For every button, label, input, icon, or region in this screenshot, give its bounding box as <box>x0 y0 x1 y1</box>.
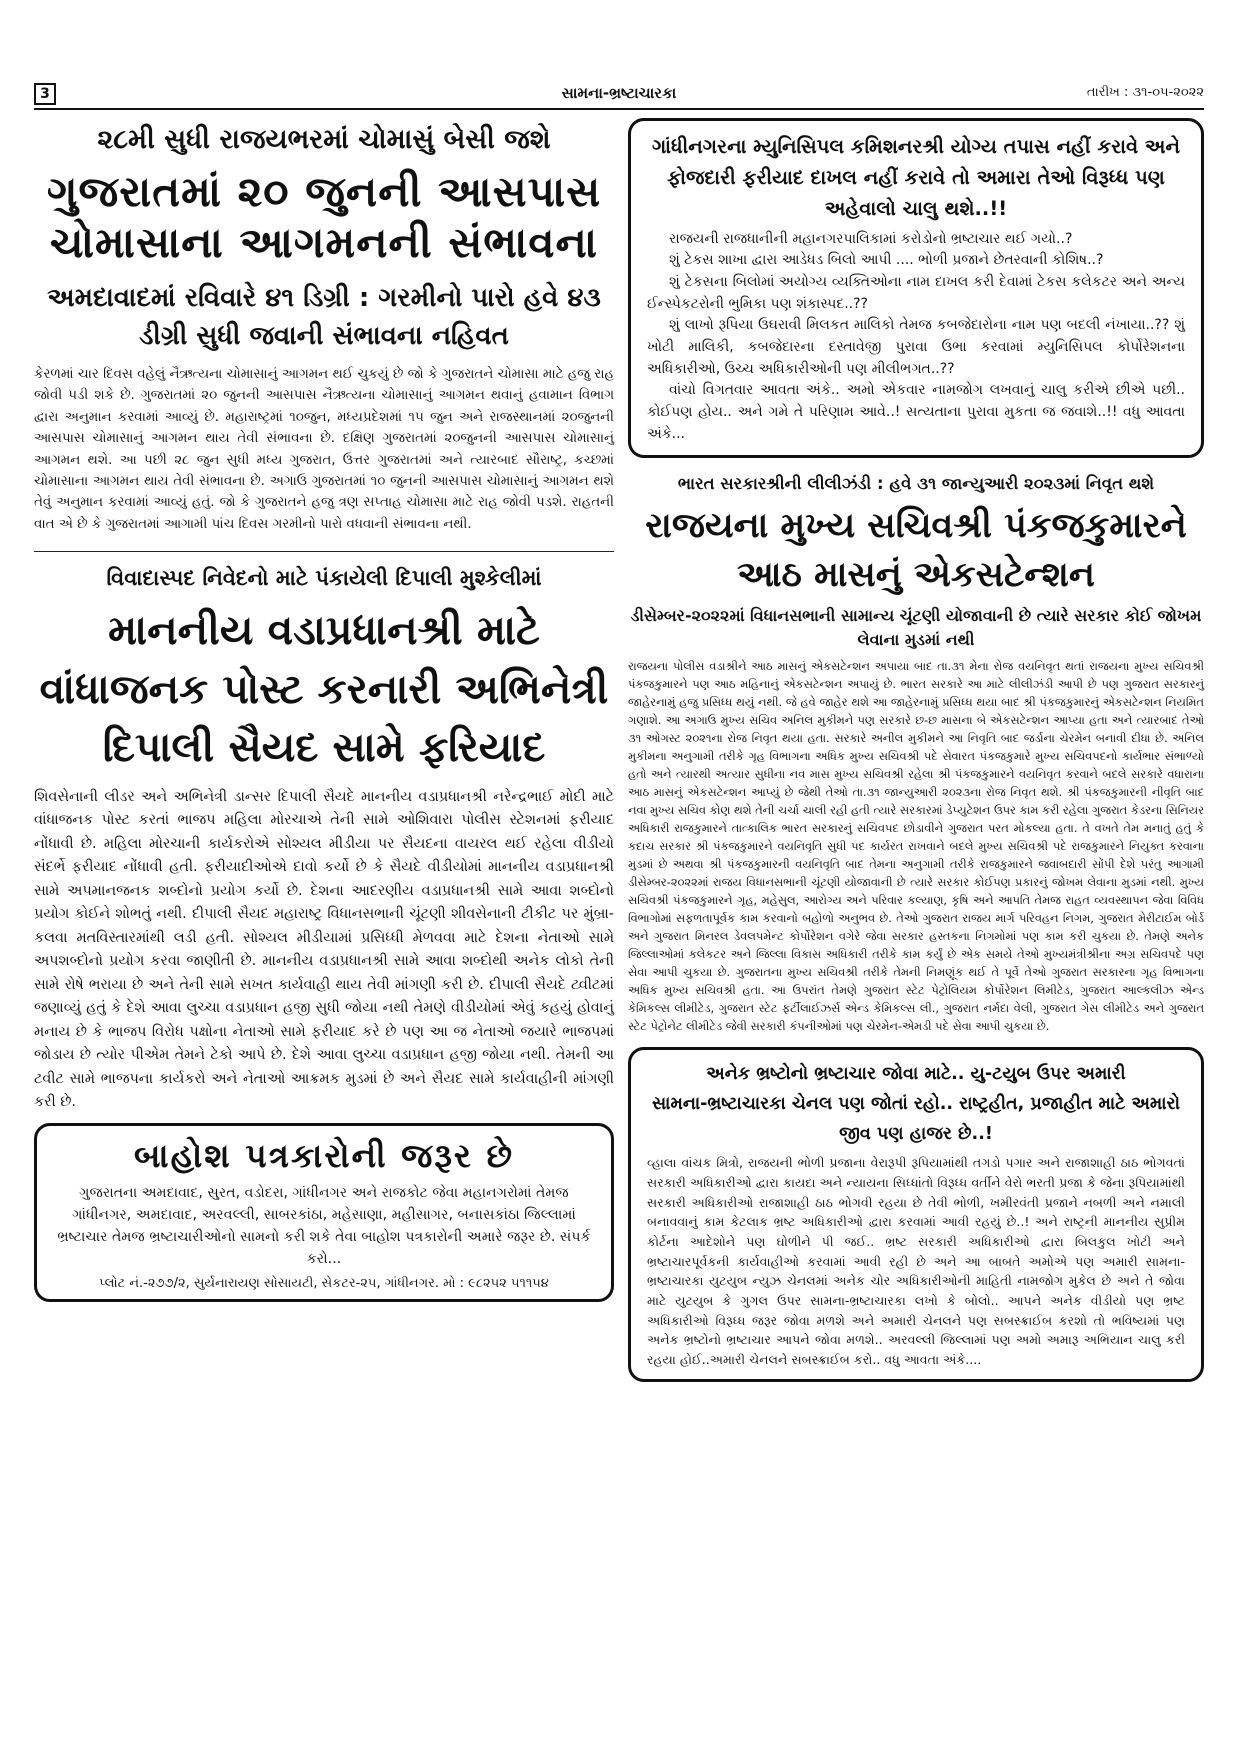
headline-part: અનેક ભ્રષ્ટોનો ભ્રષ્ટાચાર જોવા માટે.. યુ-ટયુબ ઉપર અમારી <box>706 1064 1126 1085</box>
box-paragraph: શું ટેકસ શાખા દ્વારા આડેધડ બિલો આપી .... ભોળી પ્રજાને છેતરવાની કોશિષ..? <box>669 252 1104 269</box>
article-kicker: ભારત સરકારશ્રીની લીલીઝંડી : હવે ૩૧ જાન્યુઆરી ૨૦૨૩માં નિવૃત થશે <box>677 474 1155 494</box>
box-headline <box>647 1060 1185 1149</box>
box-paragraph: રાજયની રાજધાનીની મહાનગરપાલિકામાં કરોડોનો ભ્રષ્ટાચાર થઈ ગયો..? <box>669 230 1073 247</box>
channel-name: સામના-ભ્રષ્ટાચારકા <box>652 1093 786 1114</box>
box-body <box>647 229 1185 446</box>
box-headline: ગાંધીનગરના મ્યુનિસિપલ કમિશનરશ્રી યોગ્ય તપાસ નહીં કરાવે અને ફોજદારી ફરીયાદ દાખલ નહીં કરાવે તો અમારા તેઓ વિરૂધ્ધ પણ અહેવાલો ચાલુ થશે..!! <box>651 135 1181 221</box>
article-body: રાજયના પોલીસ વડાશ્રીને આઠ માસનું એકસટેન્શન અપાયા બાદ તા.૩૧ મેના રોજ વયનિવૃત થતાં રાજયના મુખ્ય સચિવશ્રી પંકજકુમારને પણ આઠ મહિનાનું એકસટેન્શન અપાયું છે. ભારત સરકારે આ માટે લીલીઝંડી આપી છે પણ ગુજરાત સરકારનું જાહેરનામું હજુ પ્રસિધ્ધ થયું નથી. જે હવે જાહેર થશે આ જાહેરનામું પ્રસિધ્ધ થયા બાદ શ્રી પંકજકુમારનું એકસટેન્શન નિયમિત ગણાશે. આ અગાઉ મુખ્ય સચિવ અનિલ મુકીમને પણ સરકારે છ-છ માસના બે એકસટેન્શન આપ્યા હતા અને ત્યારબાદ તેઓ ૩૧ ઓગસ્ટ ૨૦૨૧ના રોજ નિવૃત થયા હતા. સરકારે અનીલ મુકીમને આ નિવૃતિ બાદ જર્ડાના ચેરમેન બનાવી દીધા છે. અનિલ મુકીમના અનુગામી તરીકે ગૃહ વિભાગના અધિક મુખ્ય સચિવશ્રી પદે સેવારત પંકજકુમારે મુખ્ય સચિવપદનો કાર્યભાર સંભાળ્યો હતો અને ત્યારથી અત્યાર સુધીના નવ માસ મુખ્ય સચિવશ્રી રહેલા શ્રી પંકજકુમારને વયનિવૃત કરવાને બદલે સરકારે વધારાના આઠ માસનું એકસટેન્શન આપ્યું છે જેથી તેઓ તા.૩૧ જાન્યુઆરી ૨૦૨૩ના રોજ નિવૃત થશે. શ્રી પંકજકુમારની નીવૃતિ બાદ નવા મુખ્ય સચિવ કોણ થશે તેની ચર્ચા ચાલી રહી હતી ત્યારે સરકારમાં ડેપ્યુટેશન ઉપર કામ કરી રહેલા ગુજરાત કેડરના સિનિયર અધિકારી રાજકુમારને તાત્કાલિક ભારત સરકારનું સચિવપદ છોડાવીને ગુજરાત પરત મોકલ્યા હતા. તે વખતે તેમ મનાતું હતું કે કદાચ સરકાર શ્રી પંકજકુમારને વયનિવૃતિ સુધી પદ કાર્યરત રાખવાને બદલે મુખ્ય સચિવશ્રી પદે રાજકુમારને નિયુક્ત કરવાના મુડમાં છે અથવા શ્રી પંકજકુમારની વયનિવૃતિ બાદ તેમના અનુગામી તરીકે રાજકુમારને જવાબદારી સોંપી દેશે પરંતુ આગામી ડીસેમ્બર-૨૦૨૨માં રાજય વિધાનસભાની ચૂંટણી યોજાવાની છે ત્યારે સરકાર કોઈપણ પ્રકારનું જોખમ લેવાના મુડમાં નથી. મુખ્ય સચિવશ્રી પંકજકુમારને ગૃહ, મહેસુલ, આરોગ્ય અને પરિવાર કલ્યાણ, કૃષિ અને આપતિ તેમજ રાહત વ્યવસ્થાપન જેવા વિવિધ વિભાગોમાં સફળતાપૂર્વક કામ કરવાનો બહોળો અનુભવ છે. તેઓ ગુજરાત રાજય માર્ગ પરિવહન નિગમ, ગુજરાત મેરીટાઈમ બોર્ડ અને ગુજરાત મિનરલ ડેવલપમેન્ટ કોર્પોરેશન વગેરે જેવા સરકાર હસ્તકના નિગમોમાં પણ કામ કરી ચુકયા છે. તેમણે અનેક જિલ્લાઓમાં કલેકટર અને જિલ્લા વિકાસ અધિકારી તરીકે કામ કર્યું છે એક સમયે તેઓ મુખ્યમંત્રીશ્રીના અગ્ર સચિવપદે પણ સેવા આપી ચુકયા છે. ગુજરાતના મુખ્ય સચિવશ્રી તરીકે તેમની નિમણૂંક થઈ તે પૂર્વે તેઓ ગુજરાત સરકારના ગૃહ વિભાગના અધિક મુખ્ય સચિવશ્રી હતા. આ ઉપરાંત તેમણે ગુજરાત સ્ટેટ પેટ્રોલિયમ કોર્પોરેશન લિમીટેડ, ગુજરાત આલ્કલીઝ એન્ડ કેમિકલ્સ લીમીટેડ, ગુજરાત સ્ટેટ ફર્ટીલાઈઝર્સ એન્ડ કેમિકલ્સ લી., ગુજરાત નર્મદા વેલી, ગુજરાત ગેસ લીમીટેડ અને ગુજરાત સ્ટેટ પેટ્રોનેટ લીમીટેડ જેવી સરકારી કંપનીઓમાં પણ ચેરમેન-એમડી પદે સેવા આપી ચુકયા છે. <box>628 658 1204 1034</box>
article-kicker: વિવાદાસ્પદ નિવેદનો માટે પંકાયેલી દિપાલી મુશ્કેલીમાં <box>106 566 542 591</box>
right-column <box>628 118 1204 1382</box>
article-monsoon <box>34 124 614 535</box>
article-headline: ગુજરાતમાં ૨૦ જુનની આસપાસ ચોમાસાના આગમનની સંભાવના <box>46 167 602 268</box>
box-paragraph: શું લાખો રૂપિયા ઉઘરાવી મિલકત માલિકો તેમજ કબજેદારોના નામ પણ બદલી નંખાયા..?? શું ખોટી માલિકી, કબજેદારના દસ્તાવેજી પુરાવા ઉભા કરવામાં મ્યુનિસિપલ કોર્પોરેશનના અધિકારીઓ, ઉચ્ચ અધિકારીઓની પણ મીલીભગત..?? <box>647 317 1185 377</box>
ad-body: ગુજરાતના અમદાવાદ, સુરત, વડોદરા, ગાંધીનગર અને રાજકોટ જેવા મહાનગરોમાં તેમજ ગાંધીનગર, અમદાવાદ, અરવલ્લી, સાબરકાંઠા, મહેસાણા, મહીસાગર, બનાસકાંઠા જિલ્લામાં ભ્રષ્ટાચાર તેમજ ભ્રષ્ટાચારીઓનો સામનો કરી શકે તેવા બાહોશ પત્રકારોની અમારે જરૂર છે. સંપર્ક કરો... <box>57 1184 591 1267</box>
header-divider <box>34 108 1204 110</box>
box-paragraph: વાંચો વિગતવાર આવતા અંકે.. અમો એકવાર નામજોગ લખવાનું ચાલુ કરીએ છીએ પછી.. કોઈપણ હોય.. અને ગમે તે પરિણામ આવે..! સત્યતાના પુરાવા મુકતા જ જવાશે..!! વધુ આવતા અંકે... <box>647 382 1185 442</box>
article-subhead: અમદાવાદમાં રવિવારે ૪૧ ડિગ્રી : ગરમીનો પારો હવે ૪૩ ડીગ્રી સુધી જવાની સંભાવના નહિવત <box>47 283 601 352</box>
article-dipali <box>34 566 614 1114</box>
article-body: શિવસેનાની લીડર અને અભિનેત્રી ડાન્સર દિપાલી સૈયદે માનનીય વડાપ્રધાનશ્રી નરેન્દ્રભાઈ મોદી માટે વાંધાજનક પોસ્ટ કરતાં ભાજપ મહિલા મોરચાએ તેની સામે ઓશિવારા પોલીસ સ્ટેશનમાં ફરીયાદ નોંધાવી છે. મહિલા મોરચાની કાર્યકરોએ સોશ્યલ મીડીયા પર સૈયદના વાયરલ થઈ રહેલા વીડીયો સંદર્ભે ફરીયાદ નોંધાવી હતી. ફરીયાદીઓએ દાવો કર્યો છે કે સૈયદે વીડીયોમાં માનનીય વડાપ્રધાનશ્રી સામે અપમાનજનક શબ્દોનો પ્રયોગ કર્યો છે. દેશના આદરણીય વડાપ્રધાનશ્રી સામે આવા શબ્દોનો પ્રયોગ કોઈને શોભતું નથી. દીપાલી સૈયદ મહારાષ્ટ્ર વિધાનસભાની ચૂંટણી શીવસેનાની ટીકીટ પર મુંબ્રા-કલવા મતવિસ્તારમાંથી લડી હતી. સોશ્યલ મીડીયામાં પ્રસિધ્ધી મેળવવા માટે દેશના નેતાઓ સામે અપશબ્દોનો પ્રયોગ કરવા જાણીતી છે. માનનીય વડાપ્રધાનશ્રી સામે આવા શબ્દોથી અનેક લોકો તેની સામે રોષે ભરાયા છે અને તેની સામે સખત કાર્યવાહી થાય તેવી માંગણી કરી છે. દીપાલી સૈયદે ટ્વીટમાં જણાવ્યું હતું કે દેશે આવા લુચ્ચા વડાપ્રધાન હજી સુધી જોયા નથી તેમણે વીડીયોમાં એવું કહયું હોવાનું મનાય છે કે ભાજપ વિરોધ પક્ષોના નેતાઓ સામે ફરીયાદ કરે છે પણ આ જ નેતાઓ જયારે ભાજપમાં જોડાય છે ત્યોર પીએમ તેમને ટેકો આપે છે. દેશે આવા લુચ્ચા વડાપ્રધાન હજી જોયા નથી. તેમની આ ટવીટ સામે ભાજપના કાર્યકરો અને નેતાઓ આક્રમક મુડમાં છે અને સૈયદ સામે કાર્યવાહીની માંગણી કરી છે. <box>34 789 614 1111</box>
article-kicker: ૨૮મી સુધી રાજયભરમાં ચોમાસું બેસી જશે <box>97 124 551 155</box>
section-divider <box>34 551 614 552</box>
headline-part: ચેનલ પણ જોતાં રહો.. રાષ્ટ્રહીત, પ્રજાહીત માટે અમારો જીવ પણ હાજર છે..! <box>785 1093 1180 1144</box>
journalist-ad-box <box>34 1123 614 1302</box>
youtube-box <box>628 1047 1204 1382</box>
page-number: 3 <box>34 83 56 105</box>
article-subhead: ડીસેમ્બર-૨૦૨૨માં વિધાનસભાની સામાન્ય ચૂંટણી યોજાવાની છે ત્યારે સરકાર કોઈ જોખમ લેવાના મુડમાં નથી <box>630 606 1202 649</box>
article-body: કેરળમાં ચાર દિવસ વહેલું નૈઋત્યના ચોમાસાનું આગમન થઈ ચુકયું છે જો કે ગુજરાતને ચોમાસા માટે હજુ રાહ જોવી પડી શકે છે. ગુજરાતમાં ૨૦ જુનની આસપાસ નૈઋત્યના ચોમાસાનું આગમન થવાનું હવામાન વિભાગ દ્વારા અનુમાન કરવામાં આવ્યું છે. મહારાષ્ટ્રમાં ૧૦જુન, મધ્યપ્રદેશમાં ૧૫ જુન અને રાજસ્થાનમાં ૨૦જુનની આસપાસ ચોમાસાનું આગમન થાય તેવી સંભાવના છે. દક્ષિણ ગુજરાતમાં ૨૦જુનની આસપાસ ચોમાસાનું આગમન થશે. આ પછી ૨૮ જુન સુધી મધ્ય ગુજરાત, ઉત્તર ગુજરાતમાં અને ત્યારબાદ સૌરાષ્ટ્ર, કચ્છમાં ચોમાસાના આગમન થાય તેવી સંભાવના છે. અગાઉ ગુજરાતમાં ૧૦ જુનની આસપાસ ચોમાસાનું આગમન થશે તેવું અનુમાન કરવામાં આવ્યું હતું. જો કે ગુજરાતને હજુ ત્રણ સપ્તાહ ચોમાસા માટે રાહ જોવી પડશે. રાહતની વાત એ છે કે ગુજરાતમાં આગામી પાંચ દિવસ ગરમીનો પારો વધવાની સંભાવના નથી. <box>34 366 614 532</box>
article-extension <box>628 474 1204 1035</box>
commissioner-box <box>628 118 1204 458</box>
box-body: વ્હાલા વાંચક મિત્રો, રાજયની ભોળી પ્રજાના વેરારૂપી રૂપિયામાંથી તગડો પગાર અને રાજાશાહી ઠાઠ ભોગવતાં સરકારી અધિકારીઓ દ્વારા કાયદા અને ન્યાયના સિધ્ધાંતો વિરૂધ્ધ વર્તીને વેરો ભરતી પ્રજા કે જેના રૂપિયામાંથી સરકારી અધિકારીઓ રાજાશાહી ઠાઠ ભોગવી રહયા છે તેવી ભોળી, ખમીરવંતી પ્રજાને નબળી અને નમાલી બનાવવાનું કામ કેટલાક ભ્રષ્ટ અધિકારીઓ દ્વારા કરવામાં આવી રહયું છે..! અને રાષ્ટ્રની માનનીય સુપ્રીમ કોર્ટના આદેશોને પણ ઘોળીને પી જઈ.. ભ્રષ્ટ સરકારી અધિકારીઓ દ્વારા બિલકુલ ખોટી અને ભ્રષ્ટાચારપૂર્વકની કાર્યવાહીઓ કરવામાં આવી રહી છે અને આ બાબતે અમોએ પણ અમારી સામના-ભ્રષ્ટાચારકા યુટયુબ ન્યુઝ ચેનલમાં અનેક ચોર અધિકારીઓની માહિતી નામજોગ મુકેલ છે અને તે જોવા માટે યુટયુબ કે ગુગલ ઉપર સામના-ભ્રષ્ટાચારકા લખો કે બોલો.. આપને અનેક વીડીયો પણ ભ્રષ્ટ અધિકારીઓ વિરૂધ્ધ જરૂર જોવા મળશે અને અમારી ચેનલને પણ સબસ્ક્રાઈબ કરશો તો ભવિષ્યમાં પણ અનેક ભ્રષ્ટોનો ભ્રષ્ટાચાર આપને જોવા મળશે.. અરવલ્લી જિલ્લામાં પણ અમો અમારૂ અભિયાન ચાલુ કરી રહયા હોઈ..અમારી ચેનલને સબસ્ક્રાઈબ કરો.. વધુ આવતા અંકે.... <box>647 1155 1185 1367</box>
ad-title: બાહોશ પત્રકારોની જરૂર છે <box>134 1135 514 1175</box>
publication-date: તારીખ : ૩૧-૦૫-૨૦૨૨ <box>1086 85 1204 100</box>
ad-address: પ્લોટ નં.-૨૭૭/૨, સુર્યનારાયણ સોસાયટી, સેકટર-૨૫, ગાંધીનગર. મો : ૯૮૨૫૨ ૫૧૧૫૪ <box>99 1275 549 1291</box>
box-paragraph: શું ટેકસના બિલોમાં અયોગ્ય વ્યક્તિઓના નામ દાખલ કરી દેવામાં ટેકસ કલેકટર અને અન્ય ઈન્સ્પેકટરોની ભુમિકા પણ શંકાસ્પદ..?? <box>647 273 1185 312</box>
left-column <box>34 118 614 1302</box>
article-headline: માનનીય વડાપ્રધાનશ્રી માટે વાંધાજનક પોસ્ટ કરનારી અભિનેત્રી દિપાલી સૈયદ સામે ફરિયાદ <box>39 606 609 771</box>
page-header <box>34 84 1204 106</box>
newspaper-name: સામના-ભ્રષ્ટાચારકા <box>561 84 677 102</box>
article-headline: રાજયના મુખ્ય સચિવશ્રી પંકજકુમારને આઠ માસનું એકસટેન્શન <box>645 506 1187 596</box>
